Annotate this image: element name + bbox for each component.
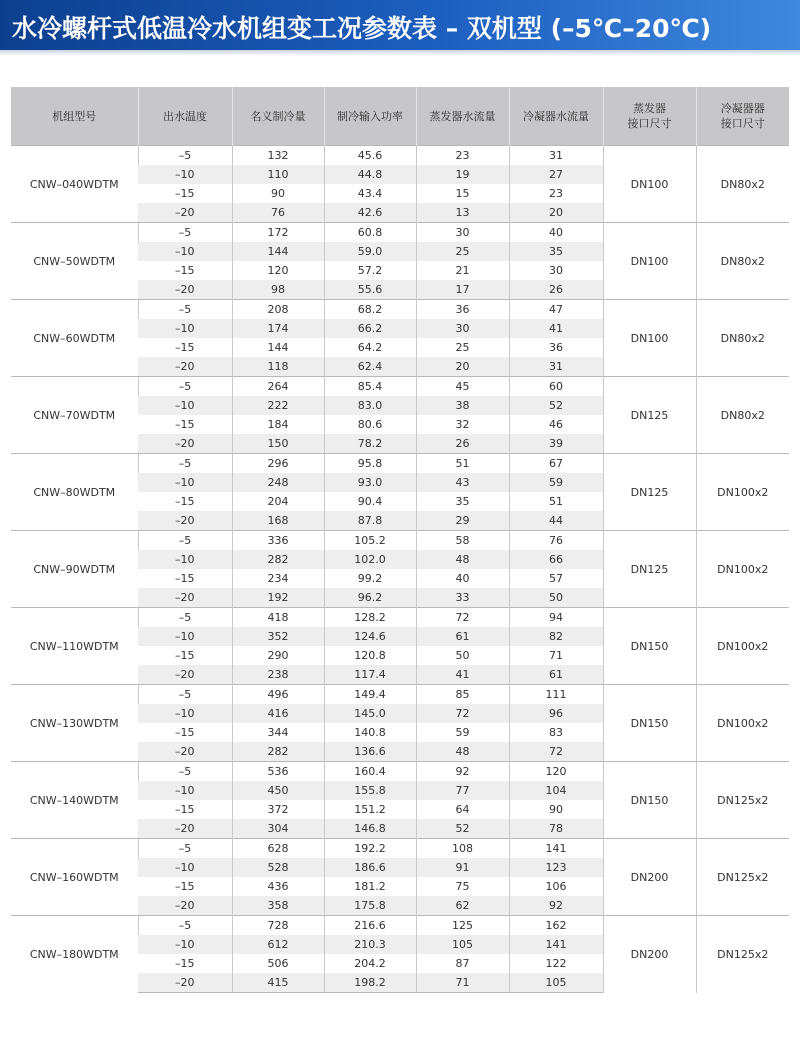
- cond-connection-cell: DN125x2: [696, 762, 789, 839]
- capacity-cell: 416: [232, 704, 324, 723]
- power-cell: 105.2: [324, 531, 416, 551]
- col-model: 机组型号: [11, 87, 138, 146]
- evap-flow-cell: 75: [416, 877, 509, 896]
- model-cell: CNW–60WDTM: [11, 300, 138, 377]
- evap-flow-cell: 30: [416, 223, 509, 243]
- temp-cell: –5: [138, 300, 232, 320]
- temp-cell: –10: [138, 627, 232, 646]
- power-cell: 95.8: [324, 454, 416, 474]
- cond-flow-cell: 105: [509, 973, 603, 993]
- power-cell: 78.2: [324, 434, 416, 454]
- table-row: [11, 531, 789, 551]
- cond-flow-cell: 47: [509, 300, 603, 320]
- capacity-cell: 118: [232, 357, 324, 377]
- capacity-cell: 90: [232, 184, 324, 203]
- evap-flow-cell: 108: [416, 839, 509, 859]
- temp-cell: –10: [138, 858, 232, 877]
- cond-flow-cell: 111: [509, 685, 603, 705]
- temp-cell: –15: [175, 187, 195, 200]
- temp-cell: –15: [175, 341, 195, 354]
- capacity-cell: 290: [232, 646, 324, 665]
- cond-connection-cell: DN100x2: [696, 685, 789, 762]
- temp-cell: –10: [138, 242, 232, 261]
- cond-connection-cell: DN100x2: [696, 608, 789, 685]
- table-row: [11, 454, 789, 474]
- model-cell: CNW–160WDTM: [11, 839, 138, 916]
- capacity-cell: 144: [232, 338, 324, 357]
- evap-flow-cell: 48: [416, 550, 509, 569]
- power-cell: 146.8: [324, 819, 416, 839]
- evap-flow-cell: 32: [416, 415, 509, 434]
- page-title: 水冷螺杆式低温冷水机组变工况参数表 – 双机型 (–5℃–20℃): [12, 14, 712, 43]
- evap-flow-cell: 52: [416, 819, 509, 839]
- evap-flow-cell: 58: [416, 531, 509, 551]
- power-cell: 99.2: [324, 569, 416, 588]
- model-cell: CNW–90WDTM: [11, 531, 138, 608]
- power-cell: 175.8: [324, 896, 416, 916]
- evap-flow-cell: 13: [416, 203, 509, 223]
- temp-cell: –15: [175, 572, 195, 585]
- power-cell: 90.4: [324, 492, 416, 511]
- evap-flow-cell: 17: [416, 280, 509, 300]
- cond-flow-cell: 52: [509, 396, 603, 415]
- capacity-cell: 344: [232, 723, 324, 742]
- title-banner: [0, 0, 800, 50]
- power-cell: 68.2: [324, 300, 416, 320]
- capacity-cell: 282: [232, 742, 324, 762]
- temp-cell: –10: [138, 935, 232, 954]
- evap-connection-cell: DN150: [603, 685, 696, 762]
- evap-flow-cell: 25: [416, 338, 509, 357]
- evap-flow-cell: 77: [416, 781, 509, 800]
- power-cell: 45.6: [324, 146, 416, 166]
- cond-flow-cell: 83: [509, 723, 603, 742]
- cond-flow-cell: 90: [509, 800, 603, 819]
- evap-flow-cell: 105: [416, 935, 509, 954]
- evap-flow-cell: 50: [416, 646, 509, 665]
- temp-cell: –10: [138, 704, 232, 723]
- capacity-cell: 528: [232, 858, 324, 877]
- model-cell: CNW–130WDTM: [11, 685, 138, 762]
- cond-flow-cell: 122: [509, 954, 603, 973]
- evap-flow-cell: 61: [416, 627, 509, 646]
- temp-cell: –5: [138, 685, 232, 705]
- title-shadow: [0, 50, 800, 56]
- power-cell: 192.2: [324, 839, 416, 859]
- evap-flow-cell: 125: [416, 916, 509, 936]
- table-row: [11, 839, 789, 859]
- power-cell: 62.4: [324, 357, 416, 377]
- temp-cell: –10: [138, 550, 232, 569]
- capacity-cell: 536: [232, 762, 324, 782]
- power-cell: 210.3: [324, 935, 416, 954]
- capacity-cell: 336: [232, 531, 324, 551]
- evap-flow-cell: 91: [416, 858, 509, 877]
- cond-connection-cell: DN100x2: [696, 531, 789, 608]
- model-cell: CNW–70WDTM: [11, 377, 138, 454]
- temp-cell: –20: [138, 280, 232, 300]
- capacity-cell: 418: [232, 608, 324, 628]
- evap-flow-cell: 36: [416, 300, 509, 320]
- capacity-cell: 296: [232, 454, 324, 474]
- model-cell: CNW–140WDTM: [11, 762, 138, 839]
- cond-flow-cell: 60: [509, 377, 603, 397]
- evap-connection-cell: DN200: [603, 839, 696, 916]
- evap-connection-cell: DN125: [603, 377, 696, 454]
- temp-cell: –5: [138, 916, 232, 936]
- power-cell: 55.6: [324, 280, 416, 300]
- capacity-cell: 110: [232, 165, 324, 184]
- power-cell: 117.4: [324, 665, 416, 685]
- cond-flow-cell: 36: [509, 338, 603, 357]
- cond-flow-cell: 41: [509, 319, 603, 338]
- evap-flow-cell: 25: [416, 242, 509, 261]
- temp-cell: –20: [138, 357, 232, 377]
- cond-flow-cell: 51: [509, 492, 603, 511]
- evap-flow-cell: 71: [416, 973, 509, 993]
- power-cell: 44.8: [324, 165, 416, 184]
- evap-flow-cell: 64: [416, 800, 509, 819]
- cond-flow-cell: 46: [509, 415, 603, 434]
- temp-cell: –15: [175, 880, 195, 893]
- evap-flow-cell: 85: [416, 685, 509, 705]
- cond-connection-cell: DN125x2: [696, 839, 789, 916]
- cond-flow-cell: 94: [509, 608, 603, 628]
- evap-flow-cell: 20: [416, 357, 509, 377]
- table-row: [11, 146, 789, 166]
- temp-cell: –20: [138, 819, 232, 839]
- capacity-cell: 204: [232, 492, 324, 511]
- evap-connection-cell: DN100: [603, 146, 696, 223]
- cond-connection-cell: DN100x2: [696, 454, 789, 531]
- evap-flow-cell: 51: [416, 454, 509, 474]
- parameter-table: [11, 87, 789, 993]
- cond-flow-cell: 162: [509, 916, 603, 936]
- capacity-cell: 192: [232, 588, 324, 608]
- cond-flow-cell: 20: [509, 203, 603, 223]
- temp-cell: –20: [138, 434, 232, 454]
- capacity-cell: 728: [232, 916, 324, 936]
- cond-flow-cell: 141: [509, 839, 603, 859]
- evap-flow-cell: 92: [416, 762, 509, 782]
- power-cell: 120.8: [324, 646, 416, 665]
- cond-flow-cell: 31: [509, 357, 603, 377]
- capacity-cell: 222: [232, 396, 324, 415]
- cond-flow-cell: 30: [509, 261, 603, 280]
- power-cell: 145.0: [324, 704, 416, 723]
- evap-flow-cell: 45: [416, 377, 509, 397]
- col-evap-flow: 蒸发器水流量: [416, 87, 509, 146]
- temp-cell: –10: [138, 473, 232, 492]
- evap-flow-cell: 87: [416, 954, 509, 973]
- capacity-cell: 174: [232, 319, 324, 338]
- temp-cell: –20: [138, 203, 232, 223]
- capacity-cell: 248: [232, 473, 324, 492]
- capacity-cell: 436: [232, 877, 324, 896]
- capacity-cell: 506: [232, 954, 324, 973]
- power-cell: 198.2: [324, 973, 416, 993]
- power-cell: 66.2: [324, 319, 416, 338]
- power-cell: 85.4: [324, 377, 416, 397]
- capacity-cell: 172: [232, 223, 324, 243]
- temp-cell: –20: [138, 511, 232, 531]
- cond-flow-cell: 120: [509, 762, 603, 782]
- cond-flow-cell: 59: [509, 473, 603, 492]
- model-cell: CNW–180WDTM: [11, 916, 138, 993]
- capacity-cell: 98: [232, 280, 324, 300]
- capacity-cell: 372: [232, 800, 324, 819]
- power-cell: 102.0: [324, 550, 416, 569]
- cond-flow-cell: 72: [509, 742, 603, 762]
- cond-flow-cell: 61: [509, 665, 603, 685]
- power-cell: 93.0: [324, 473, 416, 492]
- cond-connection-cell: DN80x2: [696, 377, 789, 454]
- evap-flow-cell: 41: [416, 665, 509, 685]
- evap-flow-cell: 19: [416, 165, 509, 184]
- power-cell: 128.2: [324, 608, 416, 628]
- power-cell: 140.8: [324, 723, 416, 742]
- power-cell: 43.4: [324, 184, 416, 203]
- power-cell: 64.2: [324, 338, 416, 357]
- evap-connection-cell: DN125: [603, 531, 696, 608]
- power-cell: 96.2: [324, 588, 416, 608]
- cond-flow-cell: 106: [509, 877, 603, 896]
- temp-cell: –15: [175, 418, 195, 431]
- cond-flow-cell: 96: [509, 704, 603, 723]
- capacity-cell: 234: [232, 569, 324, 588]
- temp-cell: –5: [138, 839, 232, 859]
- table-row: [11, 916, 789, 936]
- cond-flow-cell: 141: [509, 935, 603, 954]
- header-row: [11, 87, 789, 146]
- power-cell: 181.2: [324, 877, 416, 896]
- temp-cell: –20: [138, 742, 232, 762]
- cond-flow-cell: 92: [509, 896, 603, 916]
- temp-cell: –5: [138, 454, 232, 474]
- col-cond-flow: 冷凝器水流量: [509, 87, 603, 146]
- evap-flow-cell: 59: [416, 723, 509, 742]
- temp-cell: –15: [175, 495, 195, 508]
- temp-cell: –5: [138, 762, 232, 782]
- evap-connection-cell: DN125: [603, 454, 696, 531]
- capacity-cell: 304: [232, 819, 324, 839]
- power-cell: 155.8: [324, 781, 416, 800]
- capacity-cell: 496: [232, 685, 324, 705]
- temp-cell: –5: [138, 223, 232, 243]
- evap-connection-cell: DN150: [603, 762, 696, 839]
- table-row: [11, 223, 789, 243]
- power-cell: 186.6: [324, 858, 416, 877]
- evap-connection-cell: DN200: [603, 916, 696, 993]
- evap-flow-cell: 33: [416, 588, 509, 608]
- model-cell: CNW–040WDTM: [11, 146, 138, 223]
- cond-flow-cell: 39: [509, 434, 603, 454]
- power-cell: 136.6: [324, 742, 416, 762]
- cond-flow-cell: 67: [509, 454, 603, 474]
- temp-cell: –15: [175, 957, 195, 970]
- power-cell: 83.0: [324, 396, 416, 415]
- table-row: [11, 300, 789, 320]
- temp-cell: –5: [138, 377, 232, 397]
- evap-flow-cell: 72: [416, 704, 509, 723]
- capacity-cell: 132: [232, 146, 324, 166]
- capacity-cell: 415: [232, 973, 324, 993]
- temp-cell: –15: [175, 726, 195, 739]
- evap-flow-cell: 23: [416, 146, 509, 166]
- power-cell: 87.8: [324, 511, 416, 531]
- cond-flow-cell: 71: [509, 646, 603, 665]
- cond-flow-cell: 104: [509, 781, 603, 800]
- temp-cell: –15: [175, 649, 195, 662]
- power-cell: 216.6: [324, 916, 416, 936]
- power-cell: 80.6: [324, 415, 416, 434]
- capacity-cell: 76: [232, 203, 324, 223]
- capacity-cell: 282: [232, 550, 324, 569]
- capacity-cell: 238: [232, 665, 324, 685]
- evap-connection-cell: DN100: [603, 300, 696, 377]
- cond-flow-cell: 26: [509, 280, 603, 300]
- power-cell: 160.4: [324, 762, 416, 782]
- temp-cell: –5: [138, 608, 232, 628]
- model-cell: CNW–80WDTM: [11, 454, 138, 531]
- col-input-power: 制冷输入功率: [324, 87, 416, 146]
- evap-flow-cell: 29: [416, 511, 509, 531]
- cond-flow-cell: 35: [509, 242, 603, 261]
- temp-cell: –20: [138, 973, 232, 993]
- temp-cell: –20: [138, 896, 232, 916]
- evap-flow-cell: 48: [416, 742, 509, 762]
- evap-flow-cell: 43: [416, 473, 509, 492]
- capacity-cell: 144: [232, 242, 324, 261]
- temp-cell: –5: [138, 531, 232, 551]
- temp-cell: –10: [138, 165, 232, 184]
- power-cell: 124.6: [324, 627, 416, 646]
- temp-cell: –15: [175, 264, 195, 277]
- capacity-cell: 628: [232, 839, 324, 859]
- cond-flow-cell: 27: [509, 165, 603, 184]
- evap-connection-cell: DN100: [603, 223, 696, 300]
- col-cond-connection: 冷凝器器 接口尺寸: [696, 87, 789, 146]
- evap-flow-cell: 26: [416, 434, 509, 454]
- cond-flow-cell: 23: [509, 184, 603, 203]
- cond-connection-cell: DN80x2: [696, 300, 789, 377]
- cond-flow-cell: 50: [509, 588, 603, 608]
- cond-flow-cell: 40: [509, 223, 603, 243]
- cond-connection-cell: DN125x2: [696, 916, 789, 993]
- capacity-cell: 358: [232, 896, 324, 916]
- temp-cell: –20: [138, 665, 232, 685]
- evap-flow-cell: 72: [416, 608, 509, 628]
- cond-flow-cell: 66: [509, 550, 603, 569]
- cond-flow-cell: 78: [509, 819, 603, 839]
- capacity-cell: 450: [232, 781, 324, 800]
- model-cell: CNW–50WDTM: [11, 223, 138, 300]
- capacity-cell: 168: [232, 511, 324, 531]
- table-row: [11, 608, 789, 628]
- evap-flow-cell: 15: [416, 184, 509, 203]
- evap-flow-cell: 40: [416, 569, 509, 588]
- temp-cell: –15: [175, 803, 195, 816]
- evap-flow-cell: 30: [416, 319, 509, 338]
- power-cell: 204.2: [324, 954, 416, 973]
- temp-cell: –5: [138, 146, 232, 166]
- table-row: [11, 762, 789, 782]
- cond-flow-cell: 57: [509, 569, 603, 588]
- evap-flow-cell: 62: [416, 896, 509, 916]
- table-row: [11, 685, 789, 705]
- col-evap-connection: 蒸发器 接口尺寸: [603, 87, 696, 146]
- table-row: [11, 377, 789, 397]
- power-cell: 149.4: [324, 685, 416, 705]
- cond-connection-cell: DN80x2: [696, 146, 789, 223]
- capacity-cell: 208: [232, 300, 324, 320]
- temp-cell: –10: [138, 319, 232, 338]
- cond-flow-cell: 76: [509, 531, 603, 551]
- evap-flow-cell: 38: [416, 396, 509, 415]
- capacity-cell: 264: [232, 377, 324, 397]
- capacity-cell: 612: [232, 935, 324, 954]
- model-cell: CNW–110WDTM: [11, 608, 138, 685]
- temp-cell: –20: [138, 588, 232, 608]
- capacity-cell: 184: [232, 415, 324, 434]
- cond-flow-cell: 44: [509, 511, 603, 531]
- cond-flow-cell: 123: [509, 858, 603, 877]
- cond-flow-cell: 31: [509, 146, 603, 166]
- evap-flow-cell: 21: [416, 261, 509, 280]
- cond-flow-cell: 82: [509, 627, 603, 646]
- power-cell: 57.2: [324, 261, 416, 280]
- power-cell: 151.2: [324, 800, 416, 819]
- temp-cell: –10: [138, 396, 232, 415]
- col-outlet-temp: 出水温度: [138, 87, 232, 146]
- col-cooling-capacity: 名义制冷量: [232, 87, 324, 146]
- temp-cell: –10: [138, 781, 232, 800]
- evap-flow-cell: 35: [416, 492, 509, 511]
- power-cell: 60.8: [324, 223, 416, 243]
- evap-connection-cell: DN150: [603, 608, 696, 685]
- power-cell: 59.0: [324, 242, 416, 261]
- power-cell: 42.6: [324, 203, 416, 223]
- capacity-cell: 352: [232, 627, 324, 646]
- capacity-cell: 120: [232, 261, 324, 280]
- cond-connection-cell: DN80x2: [696, 223, 789, 300]
- capacity-cell: 150: [232, 434, 324, 454]
